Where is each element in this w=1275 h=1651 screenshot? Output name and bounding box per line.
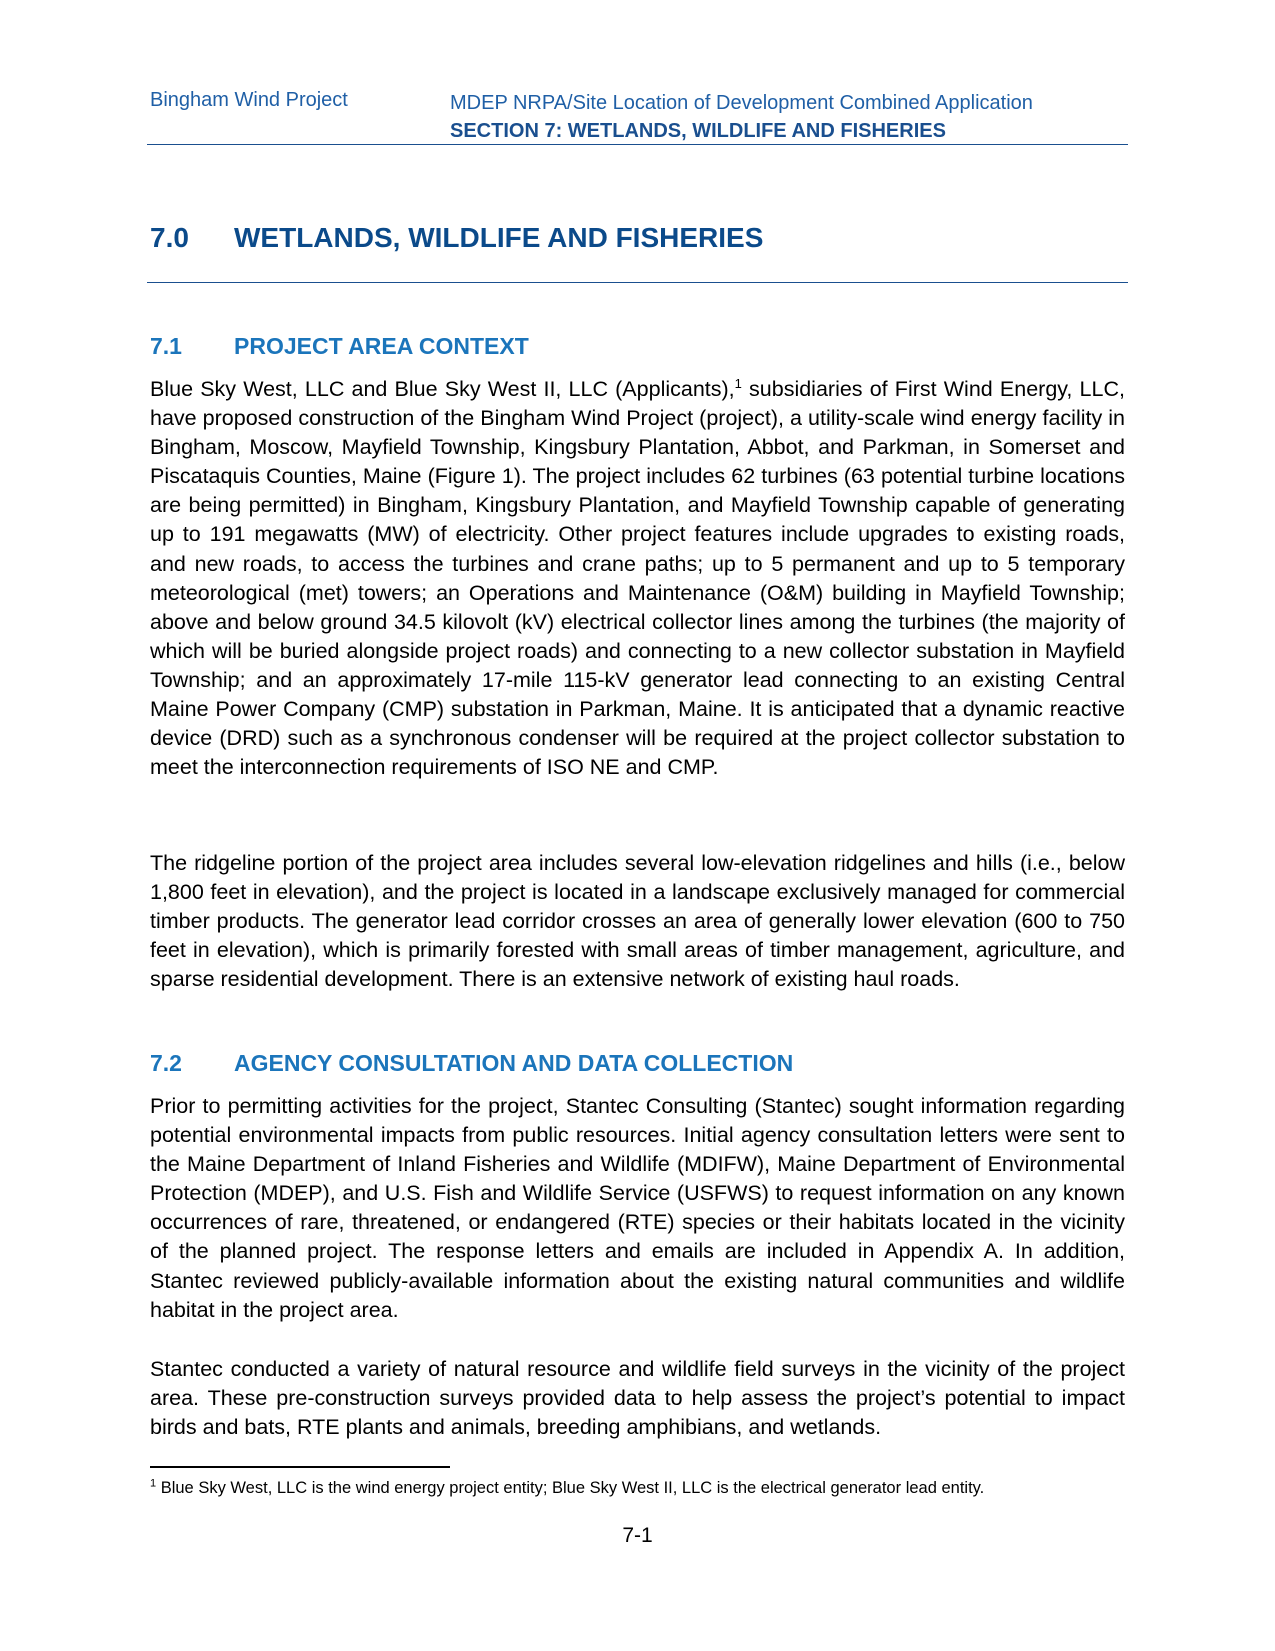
subsection-title: AGENCY CONSULTATION AND DATA COLLECTION [234,1050,794,1076]
paragraph-text: Blue Sky West, LLC and Blue Sky West II, LLC (Applicants), [150,377,735,401]
header-divider [147,144,1128,145]
subsection-heading-7-1 [150,333,529,360]
paragraph-agency-consultation: Prior to permitting activities for the project, Stantec Consulting (Stantec) sought information regarding potential environmental impacts from public resources. Initial agency consultation letters were sent to the Maine Department of Inland Fisheries and Wildlife (MDIFW), Maine Department of Environmental Protection (MDEP), and U.S. Fish and Wildlife Service (USFWS) to request information on any known occurrences of rare, threatened, or endangered (RTE) species or their habitats located in the vicinity of the planned project. The response letters and emails are included in Appendix A. In addition, Stantec reviewed publicly-available information about the existing natural communities and wildlife habitat in the project area. [150,1094,1125,1322]
section-heading [150,222,763,254]
footnote-reference[interactable]: 1 [734,375,742,391]
footnote-text: Blue Sky West, LLC is the wind energy project entity; Blue Sky West II, LLC is the electrical generator lead entity. [156,1479,985,1497]
footnote-marker: 1 [150,1477,157,1490]
header-application [450,89,1033,145]
header-section-title: SECTION 7: WETLANDS, WILDLIFE AND FISHERIES [450,120,946,142]
section-title: WETLANDS, WILDLIFE AND FISHERIES [234,222,764,253]
paragraph-field-surveys: Stantec conducted a variety of natural resource and wildlife field surveys in the vicinity of the project area. These pre-construction surveys provided data to help assess the project’s potential to impact birds and bats, RTE plants and animals, breeding amphibians, and wetlands. [150,1357,1125,1440]
section-number: 7.0 [150,222,189,253]
subsection-heading-7-2 [150,1050,793,1077]
subsection-number: 7.1 [150,333,182,359]
header-project-name: Bingham Wind Project [150,89,348,111]
paragraph-text: subsidiaries of First Wind Energy, LLC, have proposed construction of the Bingham Wind Project (project), a utility-scale wind energy facility in Bingham, Moscow, Mayfield Township, Kingsbury Plantation, Abbot, and Parkman, in Somerset and Piscataquis Counties, Maine (Figure 1). The project includes 62 turbines (63 potential turbine locations are being permitted) in Bingham, Kingsbury Plantation, and Mayfield Township capable of generating up to 191 megawatts (MW) of electricity. Other project features include upgrades to existing roads, and new roads, to access the turbines and crane paths; up to 5 permanent and up to 5 temporary meteorological (met) towers; an Operations and Maintenance (O&M) building in Mayfield Township; above and below ground 34.5 kilovolt (kV) electrical collector lines among the turbines (the majority of which will be buried alongside project roads) and connecting to a new collector substation in Mayfield Township; and an approximately 17-mile 115-kV generator lead connecting to an existing Central Maine Power Company (CMP) substation in Parkman, Maine. It is anticipated that a dynamic reactive device (DRD) such as a synchronous condenser will be required at the project collector substation to meet the interconnection requirements of ISO NE and CMP. [150,377,1125,780]
subsection-title: PROJECT AREA CONTEXT [234,333,529,359]
page-number: 7-1 [622,1524,653,1547]
paragraph-project-context [150,375,1125,782]
section-divider [147,282,1128,283]
paragraph-ridgeline: The ridgeline portion of the project area includes several low-elevation ridgelines and hills (i.e., below 1,800 feet in elevation), and the project is located in a landscape exclusively managed for commercial timber products. The generator lead corridor crosses an area of generally lower elevation (600 to 750 feet in elevation), which is primarily forested with small areas of timber management, agriculture, and sparse residential development. There is an extensive network of existing haul roads. [150,851,1125,992]
footnote-divider [150,1466,450,1468]
subsection-number: 7.2 [150,1050,182,1076]
footnote [150,1477,1125,1499]
header-application-title: MDEP NRPA/Site Location of Development Combined Application [450,92,1033,114]
